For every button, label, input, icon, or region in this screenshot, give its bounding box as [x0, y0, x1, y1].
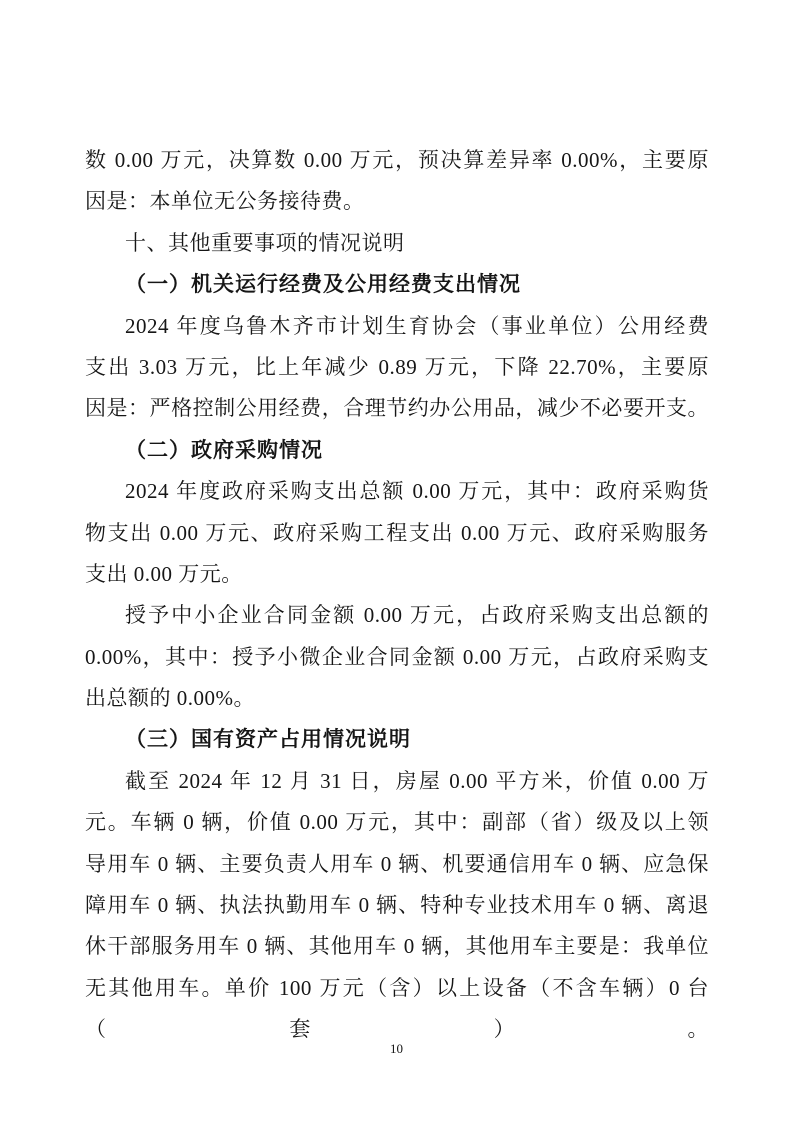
- document-line: 导用车 0 辆、主要负责人用车 0 辆、机要通信用车 0 辆、应急保: [85, 851, 709, 876]
- document-line: 2024 年度乌鲁木齐市计划生育协会（事业单位）公用经费: [125, 313, 709, 338]
- document-line: 元。车辆 0 辆，价值 0.00 万元，其中：副部（省）级及以上领: [85, 810, 709, 835]
- heading-subsection-3: （三）国有资产占用情况说明: [125, 727, 411, 752]
- heading-section-ten: 十、其他重要事项的情况说明: [125, 230, 405, 255]
- heading-subsection-2: （二）政府采购情况: [125, 437, 323, 462]
- document-line: 0.00%，其中：授予小微企业合同金额 0.00 万元，占政府采购支: [85, 644, 709, 669]
- document-line: 支出 3.03 万元，比上年减少 0.89 万元，下降 22.70%，主要原: [85, 354, 709, 379]
- heading-subsection-1: （一）机关运行经费及公用经费支出情况: [125, 272, 521, 297]
- document-line: 无其他用车。单价 100 万元（含）以上设备（不含车辆）0 台（套）。: [85, 975, 709, 1042]
- document-line: 数 0.00 万元，决算数 0.00 万元，预决算差异率 0.00%，主要原: [85, 148, 709, 172]
- document-line: 支出 0.00 万元。: [85, 561, 243, 586]
- document-line: 休干部服务用车 0 辆、其他用车 0 辆，其他用车主要是：我单位: [85, 934, 709, 959]
- page-number: 10: [390, 1041, 403, 1056]
- document-line: 障用车 0 辆、执法执勤用车 0 辆、特种专业技术用车 0 辆、离退: [85, 893, 709, 918]
- document-line: 2024 年度政府采购支出总额 0.00 万元，其中：政府采购货: [125, 479, 709, 504]
- document-line: 出总额的 0.00%。: [85, 686, 255, 711]
- document-body: [85, 140, 709, 1042]
- document-line: 因是：本单位无公务接待费。: [85, 189, 365, 214]
- document-line: 物支出 0.00 万元、政府采购工程支出 0.00 万元、政府采购服务: [85, 520, 709, 545]
- document-line: 截至 2024 年 12 月 31 日，房屋 0.00 平方米，价值 0.00 万: [125, 768, 709, 793]
- document-line: 因是：严格控制公用经费，合理节约办公用品，减少不必要开支。: [85, 396, 709, 421]
- document-line: 授予中小企业合同金额 0.00 万元，占政府采购支出总额的: [125, 603, 709, 628]
